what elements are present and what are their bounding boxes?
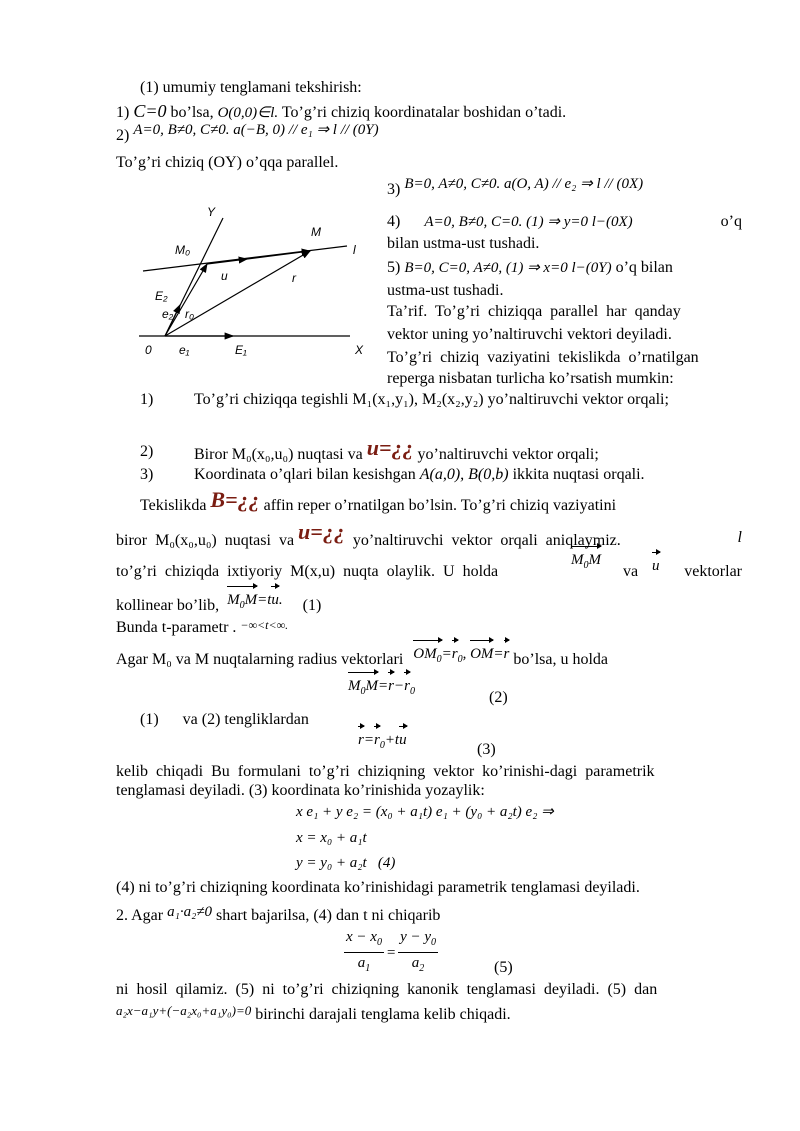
paragraph-last — [116, 1005, 511, 1025]
paragraph-bunda — [116, 618, 288, 638]
label-y: Y — [207, 205, 216, 219]
tekislikda-text-a: Tekislikda — [140, 497, 211, 514]
case-1-formula-c: C=0 — [133, 101, 167, 121]
last-formula: a₂x−a₁y+(−a₂x₀+a₁y₀)=0 — [116, 1003, 252, 1018]
equation-coordinate: x e₁ + y e₂ = (x₀ + a₁t) e₁ + (y₀ + a₂t) e₂ ⇒ — [296, 804, 554, 820]
biror-text-b: yo’naltiruvchi vektor orqali aniqlaymiz. — [344, 532, 621, 549]
paragraph-2-agar — [116, 906, 440, 926]
case-4-cont: bilan ustma-ust tushadi. — [387, 235, 540, 252]
case-1-formula-origin: O(0,0)∈l. — [217, 105, 279, 121]
case-3 — [387, 176, 644, 200]
list-item-1-number: 1) — [140, 391, 154, 408]
list-item-1 — [140, 390, 669, 410]
definition-line-4: reperga nisbatan turlicha ko’rsatish mumkin: — [387, 370, 674, 387]
label-e2: e₂ — [162, 307, 174, 321]
biror-text-a: biror M₀(x₀,u₀) nuqtasi va — [116, 532, 299, 549]
line-l — [143, 246, 347, 271]
case-4-text: o’q — [720, 213, 742, 230]
togri-text-b: vektorlar — [684, 563, 742, 580]
paragraph-kelib-1: kelib chiqadi Bu formulani to’g’ri chiziqning vektor ko’rinishi-dagi parametrik — [116, 763, 655, 780]
case-1-text-b: To’g’ri chiziq koordinatalar boshidan o’tadi. — [278, 104, 567, 121]
list-item-3-number: 3) — [140, 466, 154, 483]
list-item-2-number: 2) — [140, 443, 154, 460]
case-3-formula: B=0, A≠0, C≠0. a(O, A) // e₂ ⇒ l // (0X) — [404, 176, 644, 192]
equation-2-number: (2) — [489, 689, 508, 706]
label-l: l — [353, 243, 356, 257]
vector-r — [165, 251, 310, 336]
equation-3: $r=r_0+tu$ — [358, 732, 407, 751]
case-2-formula: A=0, B≠0, C≠0. a(−B, 0) // e₁ ⇒ l // (0Y) — [133, 122, 379, 138]
equation-x: x = x₀ + a₁t — [296, 830, 367, 846]
tekislikda-text-b: affin reper o’rnatilgan bo’lsin. To’g’ri chiziq vaziyatini — [259, 497, 617, 514]
label-E1: E₁ — [235, 343, 247, 357]
label-E2: E₂ — [155, 289, 168, 303]
label-u: u — [221, 269, 228, 283]
case-1 — [116, 101, 566, 123]
list-item-2-formula-u: u=¿¿ — [366, 435, 414, 460]
kollinear-eq-number: (1) — [302, 597, 322, 614]
paragraph-tengliklardan: (1) va (2) tengliklardan — [140, 711, 309, 728]
bunda-text: Bunda t-parametr . — [116, 619, 237, 636]
agar2-text-a: 2. Agar — [116, 907, 164, 924]
case-5-cont: ustma-ust tushadi. — [387, 282, 504, 299]
agar-formula: $OM_0=r_0$, OM=r — [413, 646, 509, 662]
paragraph-tekislikda — [140, 487, 617, 516]
list-item-2 — [140, 435, 599, 463]
label-m0: M₀ — [175, 243, 191, 257]
list-item-3-text-b: ikkita nuqtasi orqali. — [508, 466, 645, 483]
list-item-3-text-a: Koordinata o’qlari bilan kesishgan — [194, 466, 420, 483]
label-origin: 0 — [145, 343, 152, 357]
paragraph-biror — [116, 519, 742, 551]
case-2-conclusion: To’g’ri chiziq (OY) o’qqa parallel. — [116, 154, 339, 171]
equation-5: $\frac{x - x_0}{a_1}$ = $\frac{y - y_0}{a_2}$ — [346, 929, 436, 974]
agar2-formula: a₁·a₂≠0 — [167, 904, 213, 920]
case-1-text-a: bo’lsa, — [166, 104, 218, 121]
case-5-number: 5) — [387, 259, 401, 276]
list-item-2-text-a: Biror M₀(x₀,u₀) nuqtasi va — [194, 446, 367, 463]
kollinear-text: kollinear bo’lib, — [116, 597, 220, 614]
vector-u — [207, 259, 247, 264]
case-5-formula: B=0, C=0, A≠0, (1) ⇒ x=0 l−(0Y) — [404, 260, 612, 276]
tekislikda-formula-b: B=¿¿ — [210, 487, 260, 512]
equation-3-number: (3) — [477, 741, 496, 758]
definition-line-1: Ta’rif. To’g’ri chiziqqa parallel har qanday — [387, 303, 681, 320]
togri-formula-u: u — [652, 558, 660, 574]
togri-text-va: va — [623, 563, 639, 580]
case-4-number: 4) — [387, 213, 401, 230]
biror-letter-l: l — [737, 529, 742, 546]
label-r: r — [292, 271, 296, 285]
case-2 — [116, 122, 379, 146]
togri-formula-m0m: $M_0M$ — [571, 550, 601, 576]
paragraph-togri — [116, 552, 742, 582]
agar-text-b: bo’lsa, u holda — [509, 651, 609, 668]
agar-text-a: Agar M₀ va M nuqtalarning radius vektorlari — [116, 651, 404, 668]
list-item-3 — [140, 465, 645, 485]
equation-y: y = y₀ + a₂t (4) — [296, 855, 396, 871]
case-3-number: 3) — [387, 181, 401, 198]
equation-5-number: (5) — [494, 959, 513, 976]
label-r0: r₀ — [185, 307, 195, 321]
kollinear-formula: $M_0M=tu$. — [227, 592, 283, 608]
label-x: X — [355, 343, 364, 357]
list-item-3-points: A(a,0), B(0,b) — [419, 466, 509, 483]
case-5 — [387, 258, 673, 278]
vector-r0 — [165, 264, 207, 336]
definition-line-3: To’g’ri chiziq vaziyatini tekislikda o’rnatilgan — [387, 349, 699, 366]
vector-m0m — [247, 251, 310, 259]
case-5-text: o’q bilan — [611, 259, 673, 276]
definition-line-2: vektor uning yo’naltiruvchi vektori deyiladi. — [387, 326, 672, 343]
equation-2: $M_0M=r-r_0$ — [348, 676, 415, 702]
paragraph-intro: (1) umumiy tenglamani tekshirish: — [140, 79, 362, 96]
paragraph-4: (4) ni to’g’ri chiziqning koordinata ko’rinishidagi parametrik tenglamasi deyiladi. — [116, 879, 640, 896]
label-e1: e₁ — [179, 343, 190, 357]
case-2-number: 2) — [116, 127, 130, 144]
line-vector-figure — [135, 198, 380, 363]
paragraph-hosil: ni hosil qilamiz. (5) ni to’g’ri chiziqning kanonik tenglamasi deyiladi. (5) dan — [116, 981, 658, 998]
biror-formula-u: u=¿¿ — [298, 519, 345, 544]
case-1-number: 1) — [116, 104, 130, 121]
list-item-2-text-b: yo’naltiruvchi vektor orqali; — [413, 446, 599, 463]
label-m: M — [311, 225, 321, 239]
last-text: birinchi darajali tenglama kelib chiqadi. — [251, 1006, 511, 1023]
list-item-1-text: To’g’ri chiziqqa tegishli M₁(x₁,y₁), M₂(x₂,y₂) yo’naltiruvchi vektor orqali; — [194, 391, 669, 408]
togri-text-a: to’g’ri chiziqda ixtiyoriy M(x,u) nuqta olaylik. U holda — [116, 563, 499, 580]
agar2-text-b: shart bajarilsa, (4) dan t ni chiqarib — [212, 907, 441, 924]
case-4 — [387, 212, 742, 232]
case-4-formula: A=0, B≠0, C=0. (1) ⇒ y=0 l−(0X) — [424, 214, 633, 230]
paragraph-kelib-2: tenglamasi deyiladi. (3) koordinata ko’rinishida yozaylik: — [116, 782, 485, 799]
bunda-formula: −∞<t<∞. — [240, 618, 289, 632]
